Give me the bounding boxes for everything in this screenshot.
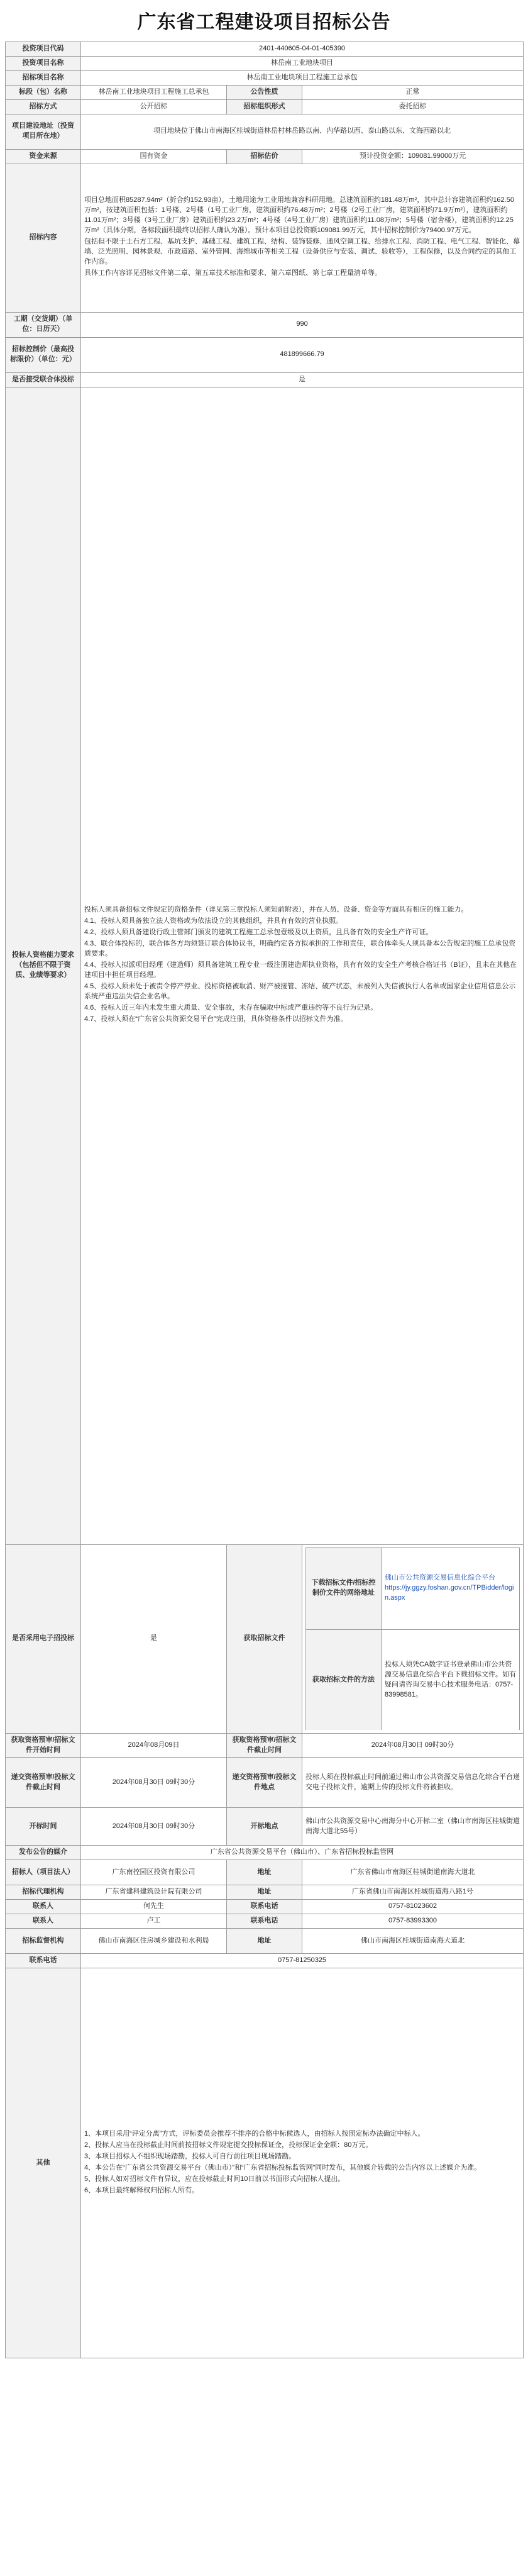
location-label: 项目建设地址（投资项目所在地）: [6, 114, 81, 149]
project-name-label: 投资项目名称: [6, 56, 81, 70]
row-scope: [6, 164, 524, 312]
budget-label: 招标估价: [227, 149, 302, 164]
budget: 预计投资金额：109081.99000万元: [302, 149, 524, 164]
agency: 广东省建科建筑设计院有限公司: [81, 1885, 227, 1900]
contact-tenderee: 何先生: [81, 1900, 227, 1914]
supervisor-label: 招标监督机构: [6, 1929, 81, 1954]
doc-time-end-label: 获取资格预审/招标文件截止时间: [227, 1733, 302, 1758]
doc-time-label: 获取资格预审/招标文件开始时间: [6, 1733, 81, 1758]
notice-type: 正常: [302, 85, 524, 99]
supervisor: 佛山市南海区住房城乡建设和水利局: [81, 1929, 227, 1954]
project-code-label: 投资项目代码: [6, 42, 81, 57]
duration: 990: [81, 312, 524, 337]
doc-method-label: 获取招标文件的方法: [306, 1629, 382, 1730]
project-name: 林岳南工业地块项目: [81, 56, 524, 70]
supervisor-addr: 佛山市南海区桂城街道南海大道北: [302, 1929, 524, 1954]
open-time: 2024年08月30日 09时30分: [81, 1808, 227, 1846]
doc-download-link[interactable]: 佛山市公共资源交易信息化综合平台 https://jy.ggzy.foshan.gov.cn/TPBidder/login.aspx: [382, 1547, 520, 1629]
phone-label: 联系电话: [6, 1954, 81, 1968]
other-paragraph: 3、本项目招标人不组织现场踏勘，投标人可自行前往项目现场踏勘。: [84, 2152, 296, 2160]
notice-table: [5, 42, 524, 2358]
row-doc-time: [6, 1733, 524, 1758]
other-paragraph: 4、本公告在“广东省公共资源交易平台（佛山市）”和“广东省招标投标监管网”同时发布，其他媒介转载的公告内容以上述媒介为准。: [84, 2163, 481, 2172]
agency-addr-label: 地址: [227, 1885, 302, 1900]
tenderee: 广东南控园区投资有限公司: [81, 1860, 227, 1885]
bid-place: 投标人须在投标截止时间前通过佛山市公共资源交易信息化综合平台递交电子投标文件，逾期上传的投标文件将被拒收。: [302, 1758, 524, 1808]
org-form: 委托招标: [302, 99, 524, 114]
qual-paragraph: 投标人须具备招标文件规定的资格条件（详见第三章投标人须知前附表），并在人员、设备、资金等方面具有相应的施工能力。: [84, 906, 468, 914]
other-paragraph: 1、本项目采用“评定分离”方式，评标委员会推荐不排序的合格中标候选人，由招标人按照定标办法确定中标人。: [84, 2129, 425, 2138]
section-name: 林岳南工业地块项目工程施工总承包: [81, 85, 227, 99]
row-capital: [6, 149, 524, 164]
bid-deadline: 2024年08月30日 09时30分: [81, 1758, 227, 1808]
tenderee-addr-label: 地址: [227, 1860, 302, 1885]
open-place-label: 开标地点: [227, 1808, 302, 1846]
capital-label: 资金来源: [6, 149, 81, 164]
scope-paragraph: 包括但不限于土石方工程、基坑支护、基础工程、建筑工程、结构、装饰装修、通风空调工程、给排水工程、消防工程、电气工程、智能化、幕墙、泛光照明、园林景观、市政道路、室外管网、海绵城市等相关工程（设备供应与安装、调试、验收等），工程保修，以及合同约定的其他工作内容。: [84, 238, 520, 265]
location: 项目地块位于佛山市南海区桂城街道林岳村林岳路以南、内华路以西、泰山路以东、文海西路以北: [81, 114, 524, 149]
agency-label: 招标代理机构: [6, 1885, 81, 1900]
row-tender-method: [6, 99, 524, 114]
doc-time-start: 2024年08月09日: [81, 1733, 227, 1758]
doc-time-end: 2024年08月30日 09时30分: [302, 1733, 524, 1758]
org-form-label: 招标组织形式: [227, 99, 302, 114]
site-label: 获取招标文件: [227, 1544, 302, 1733]
bid-place-label: 递交资格预审/投标文件地点: [227, 1758, 302, 1808]
open-time-label: 开标时间: [6, 1808, 81, 1846]
other-body: [81, 1968, 524, 2358]
tenderee-addr: 广东省佛山市南海区桂城街道南海大道北: [302, 1860, 524, 1885]
other-label: 其他: [6, 1968, 81, 2358]
scope-body: [81, 164, 524, 312]
qual-paragraph: 4.7、投标人须在“广东省公共资源交易平台”完成注册，具体资格条件以招标文件为准。: [84, 1015, 348, 1023]
notice-type-label: 公告性质: [227, 85, 302, 99]
joint: 是: [81, 372, 524, 387]
scope-paragraph: 具体工作内容详见招标文件第二章、第五章技术标准和要求、第六章图纸、第七章工程量清单等。: [84, 269, 382, 277]
capital: 国有资金: [81, 149, 227, 164]
qual-paragraph: 4.4、投标人拟派项目经理（建造师）须具备建筑工程专业一级注册建造师执业资格，具有有效的安全生产考核合格证书（B证），且未在其他在建项目中担任项目经理。: [84, 961, 517, 979]
supervisor-phone: 0757-81250325: [81, 1954, 524, 1968]
row-qualification: [6, 387, 524, 1544]
row-location: [6, 114, 524, 149]
media: 广东省公共资源交易平台（佛山市）、广东省招标投标监管网: [81, 1846, 524, 1860]
supervisor-addr-label: 地址: [227, 1929, 302, 1954]
page-title: 广东省工程建设项目招标公告: [137, 12, 391, 33]
joint-label: 是否接受联合体投标: [6, 372, 81, 387]
media-label: 发布公告的媒介: [6, 1846, 81, 1860]
row-open: [6, 1808, 524, 1846]
scope-label: 招标内容: [6, 164, 81, 312]
other-paragraph: 5、投标人如对招标文件有异议，应在投标截止时间10日前以书面形式向招标人提出。: [84, 2175, 345, 2183]
qual-paragraph: 4.3、联合体投标的，联合体各方均须签订联合体协议书，明确约定各方拟承担的工作和责任，联合体牵头人须具备本公告规定的施工总承包资质要求。: [84, 940, 516, 958]
tender-project-name-label: 招标项目名称: [6, 70, 81, 85]
row-electronic: [6, 1544, 524, 1733]
contact-agency: 卢工: [81, 1914, 227, 1929]
row-supervisor: [6, 1929, 524, 1954]
row-agency: [6, 1885, 524, 1900]
other-paragraph: 2、投标人应当在投标截止时间前按招标文件规定提交投标保证金，投标保证金金额：80万元。: [84, 2141, 373, 2149]
section-label: 标段（包）名称: [6, 85, 81, 99]
contact-label: 联系人: [6, 1900, 81, 1914]
qual-body: [81, 387, 524, 1544]
project-code: 2401-440605-04-01-405390: [81, 42, 524, 57]
row-supervisor-phone: [6, 1954, 524, 1968]
phone-agency: 0757-83993300: [302, 1914, 524, 1929]
phone-tenderee: 0757-81023602: [302, 1900, 524, 1914]
control-price: 481899666.79: [81, 337, 524, 372]
qual-paragraph: 4.2、投标人须具备建设行政主管部门颁发的建筑工程施工总承包壹级及以上资质，且具备有效的安全生产许可证。: [84, 928, 433, 937]
bid-deadline-label: 递交资格预审/投标文件截止时间: [6, 1758, 81, 1808]
other-paragraph: 6、本项目最终解释权归招标人所有。: [84, 2186, 199, 2194]
doc-download-label: 下载招标文件/招标控制价文件的网络地址: [306, 1547, 382, 1629]
row-project-name: [6, 56, 524, 70]
tender-project-name: 林岳南工业地块项目工程施工总承包: [81, 70, 524, 85]
tender-method-label: 招标方式: [6, 99, 81, 114]
doc-method: 投标人须凭CA数字证书登录佛山市公共资源交易信息化综合平台下载招标文件。如有疑问请咨询交易中心技术服务电话：0757-83998581。: [382, 1629, 520, 1730]
tender-method: 公开招标: [81, 99, 227, 114]
qual-paragraph: 4.5、投标人须未处于被责令停产停业、投标资格被取消、财产被接管、冻结、破产状态，未被列入失信被执行人名单或国家企业信用信息公示系统严重违法失信企业名单。: [84, 982, 516, 1000]
row-contact-tenderee: [6, 1900, 524, 1914]
control-price-label: 招标控制价（最高投标限价）（单位：元）: [6, 337, 81, 372]
qual-paragraph: 4.6、投标人近三年内未发生重大质量、安全事故，未存在骗取中标或严重违约等不良行为记录。: [84, 1003, 378, 1012]
contact-label: 联系人: [6, 1914, 81, 1929]
row-contact-agency: [6, 1914, 524, 1929]
row-other: [6, 1968, 524, 2358]
row-tenderee: [6, 1860, 524, 1885]
open-place: 佛山市公共资源交易中心南海分中心开标二室（佛山市南海区桂城街道南海大道北55号）: [302, 1808, 524, 1846]
doc-sub-table: [302, 1544, 524, 1733]
qual-label: 投标人资格能力要求（包括但不限于资质、业绩等要求）: [6, 387, 81, 1544]
row-joint: [6, 372, 524, 387]
eval: 是: [81, 1544, 227, 1733]
row-tender-project-name: [6, 70, 524, 85]
qual-paragraph: 4.1、投标人须具备独立法人资格或为依法设立的其他组织，并具有有效的营业执照。: [84, 917, 343, 925]
scope-paragraph: 项目总地面积85287.94m²（折合约152.93亩），土地用途为工业用地兼容科研用地。总建筑面积约181.48万m²，其中总计容建筑面积约162.50万m²，按建筑面积包括：1号楼、2号楼（1号工业厂房，建筑面积约76.48万m²；2号楼（2号工业厂房，建筑面积约71.9万m²），建筑面积约11.01万m²；3号楼（3号工业厂房）建筑面积约23.2万m²；4号楼（4号工业厂房）建筑面积约11.08万m²；5号楼（宿舍楼），建筑面积约12.25万m²（具体分期，各标段面积最终以招标人确认为准）。预计本项目总投资额109081.99万元，其中招标控制价为79400.97万元。: [84, 196, 514, 235]
row-project-code: [6, 42, 524, 57]
row-duration: [6, 312, 524, 337]
phone-label: 联系电话: [227, 1914, 302, 1929]
row-bid: [6, 1758, 524, 1808]
agency-addr: 广东省佛山市南海区桂城街道海八路1号: [302, 1885, 524, 1900]
phone-label: 联系电话: [227, 1900, 302, 1914]
eval-label: 是否采用电子招投标: [6, 1544, 81, 1733]
duration-label: 工期（交货期）（单位：日历天）: [6, 312, 81, 337]
row-media: [6, 1846, 524, 1860]
row-section: [6, 85, 524, 99]
row-control-price: [6, 337, 524, 372]
tenderee-label: 招标人（项目法人）: [6, 1860, 81, 1885]
